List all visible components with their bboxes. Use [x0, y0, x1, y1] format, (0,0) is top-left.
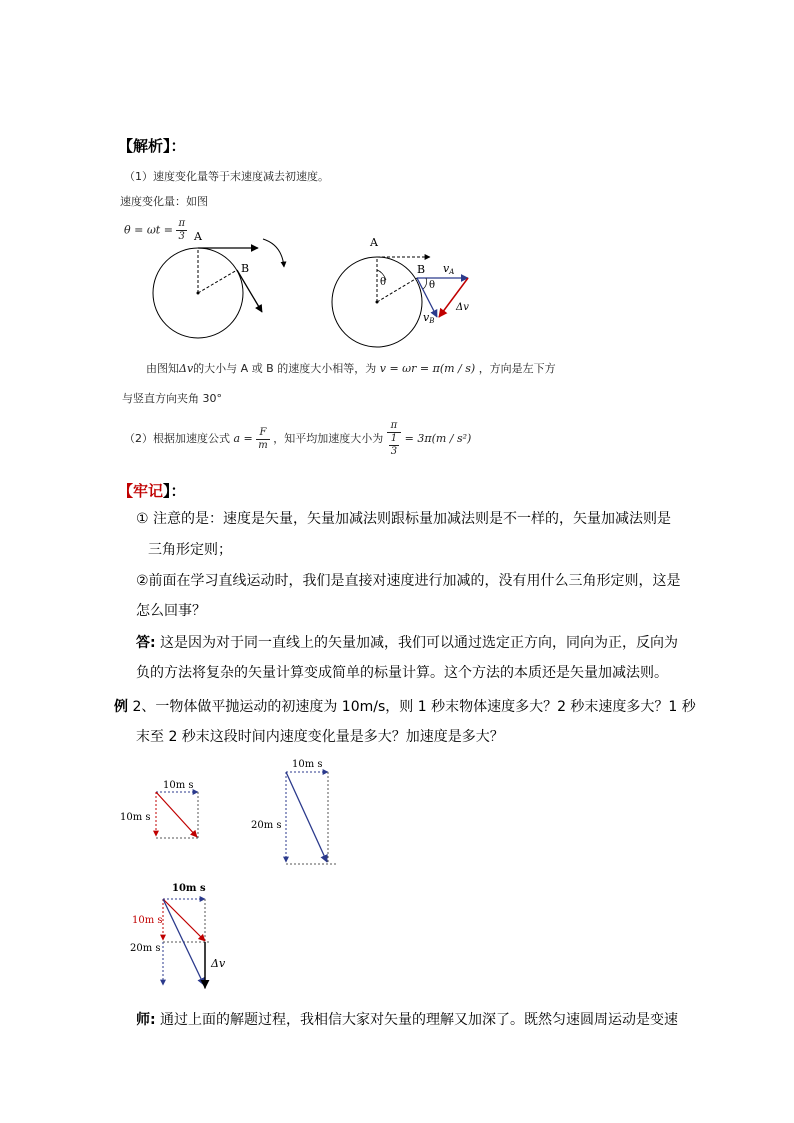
label-left-2: 20m s [130, 943, 161, 954]
fraction-numerator: π [387, 420, 401, 433]
speed-formula: v = ωr = π(m / s) [379, 362, 476, 375]
vector-figure-B [248, 758, 348, 868]
remember-item-2-line-2: 怎么回事？ [136, 603, 206, 619]
label-left-1: 10m s [132, 915, 163, 926]
label-B: B [241, 262, 250, 275]
label-top: 10m s [163, 780, 194, 791]
analysis-paragraph-3 [146, 360, 556, 376]
label-left: 20m s [251, 820, 282, 831]
rotation-arrow [263, 239, 284, 267]
heading-title: 牢记 [133, 482, 164, 500]
text-span: 这是因为对于同一直线上的矢量加减，我们可以通过选定正方向，同向为正，反向为 [155, 635, 679, 651]
analysis-paragraph-1: （1）速度变化量等于末速度减去初速度。 [124, 170, 329, 183]
fraction-numerator: π [178, 218, 186, 229]
radius-B [198, 270, 237, 293]
label-dv: Δv [211, 957, 226, 970]
heading-bracket: 】： [163, 137, 186, 155]
resultant-velocity [156, 792, 197, 837]
text-span: 通过上面的解题过程，我相信大家对矢量的理解又加深了。既然匀速圆周运动是变速 [155, 1012, 679, 1028]
answer-line-1 [136, 633, 678, 653]
center-dot [197, 292, 200, 295]
teacher-line-1 [136, 1010, 678, 1030]
fraction-denominator: 3 [178, 231, 185, 242]
text-span: （2）根据加速度公式 [124, 432, 230, 445]
label-top: 10m s [292, 759, 323, 770]
label-A: A [370, 236, 378, 249]
label-A: A [194, 230, 202, 243]
remember-item-1-line-1: ① 注意的是：速度是矢量，矢量加减法则跟标量加减法则是不一样的，矢量加减法则是 [136, 511, 671, 527]
teacher-label: 师: [136, 1012, 156, 1028]
fraction-numerator: 1 [390, 433, 398, 444]
theta-formula-lhs: θ = ωt = [124, 223, 173, 237]
label-theta-2: θ [429, 280, 436, 291]
remember-heading [118, 480, 186, 501]
analysis-paragraph-2: 速度变化量：如图 [120, 195, 208, 208]
analysis-paragraph-4: 与竖直方向夹角 30° [122, 392, 222, 405]
label-theta-1: θ [380, 277, 387, 288]
label-left: 10m s [120, 812, 151, 823]
remember-item-1-line-2: 三角形定则； [148, 542, 232, 558]
heading-bracket: 】： [163, 482, 186, 500]
center-dot [376, 301, 379, 304]
text-span: ，知平均加速度大小为 [273, 432, 384, 445]
example-2-line-1 [114, 697, 696, 717]
vector-figure-A [118, 780, 218, 850]
fraction-denominator: m [258, 439, 268, 451]
fraction-denominator [387, 433, 401, 458]
theta-arc-2 [423, 278, 427, 289]
answer-label: 答: [136, 635, 156, 651]
heading-title: 解析 [133, 137, 164, 155]
example-2-line-2: 末至 2 秒末这段时间内速度变化量是多大？加速度是多大？ [136, 729, 504, 745]
F-over-m-fraction [256, 427, 269, 452]
resultant-velocity [286, 772, 327, 862]
remember-item-2-line-1: ②前面在学习直线运动时，我们是直接对速度进行加减的，没有用什么三角形定则，这是 [136, 573, 681, 589]
circle-figure-1 [150, 225, 300, 345]
text-span: 2、一物体做平抛运动的初速度为 10m/s，则 1 秒末物体速度多大？2 秒末速度多大？1 秒 [128, 699, 696, 715]
label-dv: Δv [456, 302, 469, 313]
label-top: 10m s [172, 883, 206, 894]
text-span: 由图知 [146, 362, 179, 375]
answer-line-2: 负的方法将复杂的矢量计算变成简单的标量计算。这个方法的本质还是矢量加减法则。 [136, 665, 668, 681]
text-span: ，方向是左下方 [478, 362, 556, 375]
circle-figure-2 [330, 235, 490, 345]
text-span: 的大小与 A 或 B 的速度大小相等，为 [193, 362, 377, 375]
delta-v-symbol: Δv [179, 362, 194, 375]
label-B: B [417, 263, 426, 276]
fraction-denominator: 3 [390, 446, 398, 457]
resultant-velocity-2s [163, 899, 204, 985]
fraction-numerator: F [256, 427, 269, 440]
heading-bracket: 【 [118, 482, 134, 500]
example-label: 例 [114, 699, 128, 715]
vector-figure-C [125, 880, 245, 995]
avg-accel-value: = 3π(m / s²) [404, 432, 472, 445]
label-vA: vA [443, 262, 455, 276]
heading-bracket: 【 [118, 137, 134, 155]
accel-formula-lhs: a = [233, 432, 253, 445]
avg-accel-fraction [387, 420, 401, 458]
analysis-heading [118, 135, 186, 156]
analysis-paragraph-5 [124, 420, 471, 458]
resultant-velocity-1s [163, 899, 205, 941]
label-vB: vB [423, 311, 435, 325]
